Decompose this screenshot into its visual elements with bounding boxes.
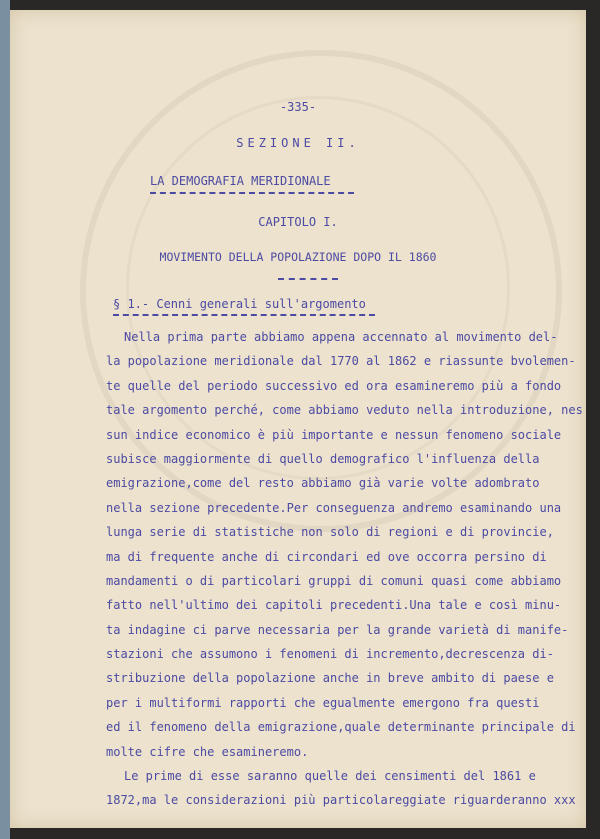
paragraph-title: § 1.- Cenni generali sull'argomento: [113, 297, 366, 311]
page-number: -335-: [279, 100, 317, 114]
text-line: stazioni che assumono i fenomeni di incremento,decrescenza di-: [106, 647, 554, 662]
text-line: stribuzione della popolazione anche in breve ambito di paese e: [106, 671, 554, 686]
chapter-subtitle: MOVIMENTO DELLA POPOLAZIONE DOPO IL 1860: [159, 250, 437, 264]
page-edge: [586, 10, 600, 828]
paragraph-underline: [113, 314, 375, 316]
text-line: per i multiformi rapporti che egualmente emergono fra questi: [106, 695, 540, 710]
subtitle-rule: [278, 278, 338, 280]
text-line: te quelle del periodo successivo ed ora esamineremo più a fondo: [106, 378, 562, 393]
text-line: molte cifre che esamineremo.: [106, 744, 309, 759]
text-line: ed il fenomeno della emigrazione,quale determinante principale di: [106, 720, 576, 735]
text-line: mandamenti o di particolari gruppi di comuni quasi come abbiamo: [106, 573, 562, 588]
text-line: Le prime di esse saranno quelle dei censimenti del 1861 e: [124, 769, 536, 784]
text-line: tale argomento perché, come abbiamo veduto nella introduzione, nes: [106, 403, 583, 418]
body-text: [106, 325, 583, 813]
text-line: fatto nell'ultimo dei capitoli precedenti.Una tale e così minu-: [106, 598, 562, 613]
text-line: Nella prima parte abbiamo appena accennato al movimento del-: [124, 330, 558, 344]
text-line: 1872,ma le considerazioni più particolareggiate riguarderanno xxx: [106, 793, 576, 808]
text-line: lunga serie di statistiche non solo di regioni e di provincie,: [106, 525, 554, 540]
text-line: ma di frequente anche di circondari ed ove occorra persino di: [106, 549, 547, 564]
binding-spine: [0, 0, 10, 839]
title-underline: [150, 192, 354, 194]
text-line: nella sezione precedente.Per conseguenza andremo esaminando una: [106, 500, 562, 515]
text-line: sun indice economico è più importante e nessun fenomeno sociale: [106, 427, 562, 442]
chapter-heading: CAPITOLO I.: [258, 215, 338, 229]
text-line: subisce maggiormente di quello demografico l'influenza della: [106, 451, 540, 466]
text-line: la popolazione meridionale dal 1770 al 1862 e riassunte bvolemen-: [106, 354, 576, 369]
part-title: LA DEMOGRAFIA MERIDIONALE: [150, 174, 331, 188]
text-line: ta indagine ci parve necessaria per la grande varietà di manife-: [106, 622, 569, 637]
document-page: [10, 10, 586, 828]
section-heading: SEZIONE II.: [236, 136, 360, 150]
text-line: emigrazione,come del resto abbiamo già varie volte adombrato: [106, 476, 540, 491]
